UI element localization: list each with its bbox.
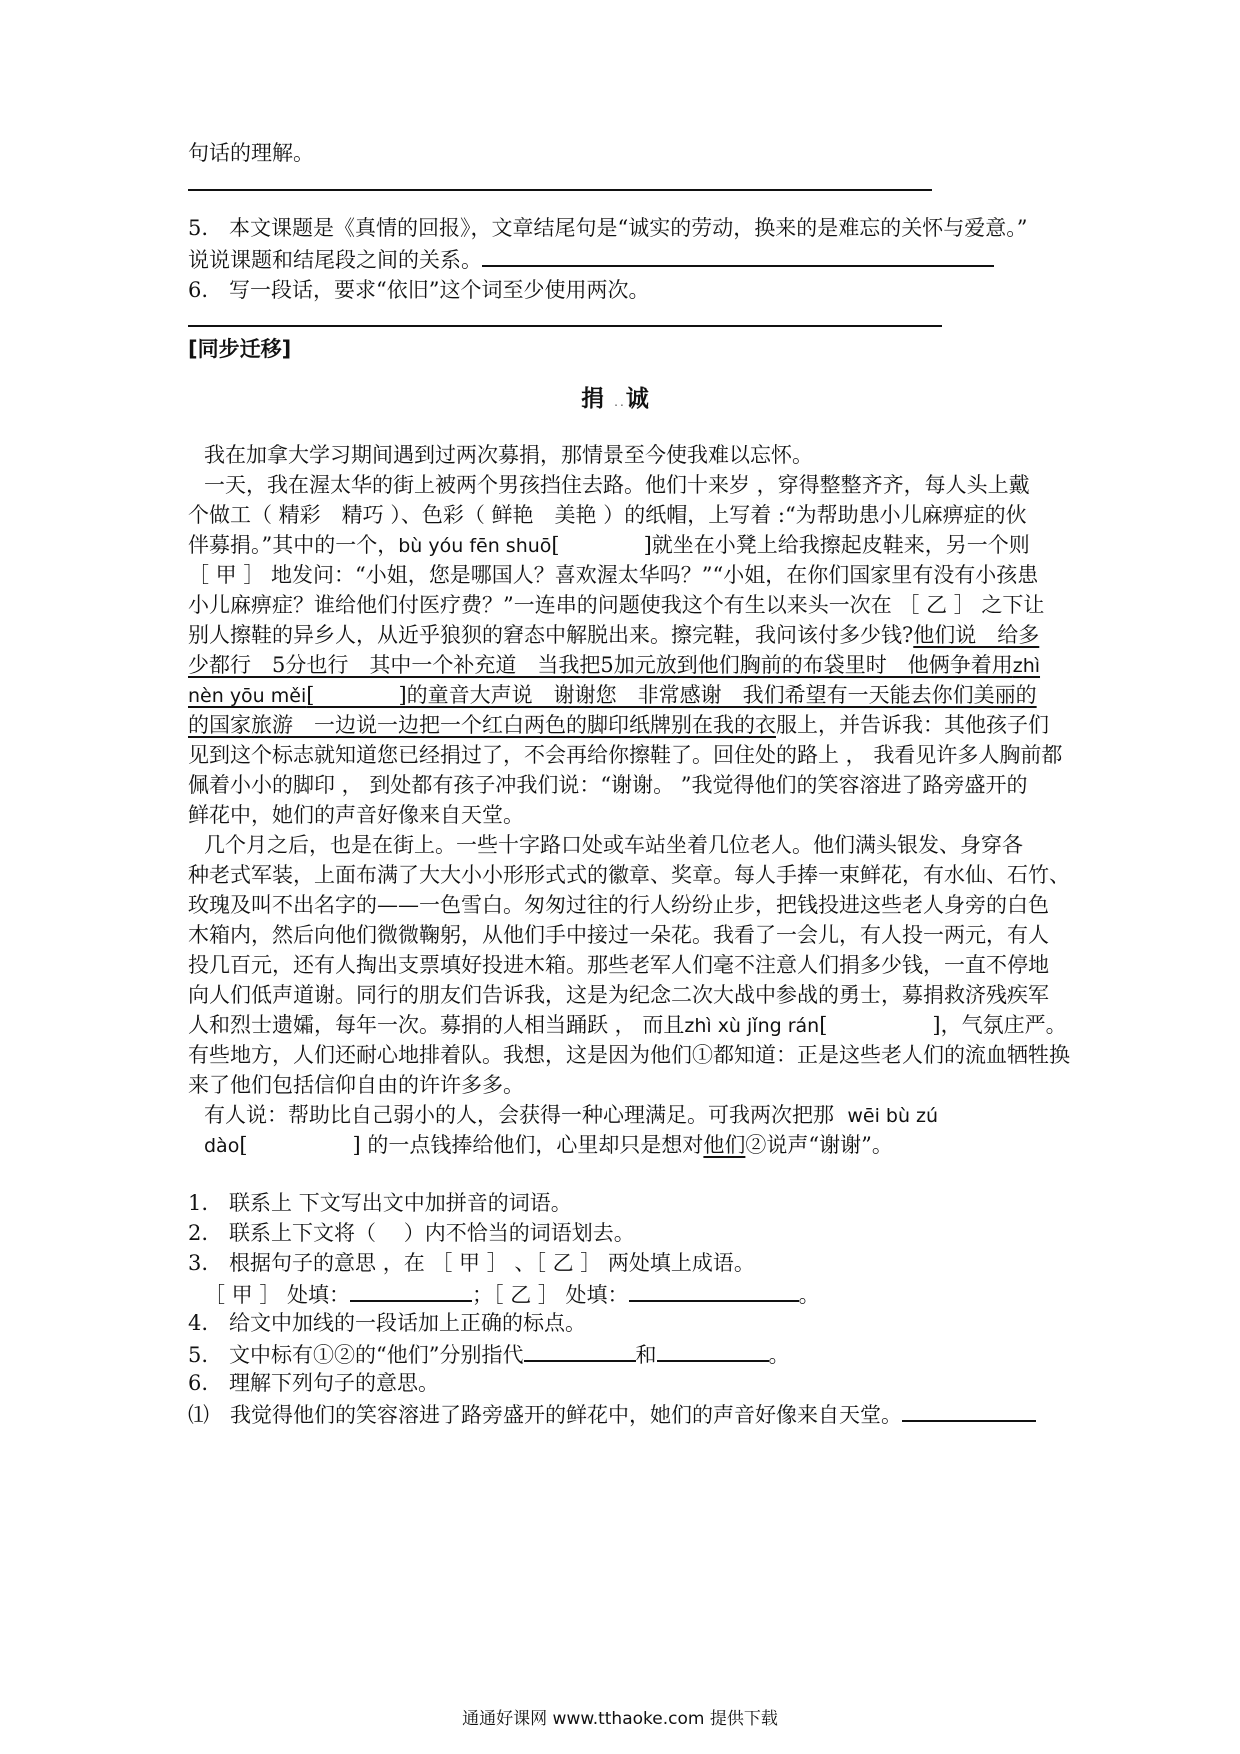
answer-blank-jia — [350, 1278, 472, 1302]
paragraph-line: 投几百元，还有人掏出支票填好投进木箱。那些老军人们毫不注意人们捐多少钱，一直不停地 — [188, 953, 1049, 977]
question-4: 4. 给文中加线的一段话加上正确的标点。 — [188, 1311, 587, 1335]
answer-blank-2 — [657, 1338, 769, 1362]
pinyin: zhì xù jǐng rán — [684, 1015, 820, 1037]
paragraph-line — [204, 1100, 1076, 1131]
paragraph-line — [204, 1130, 1076, 1161]
paragraph-line: 几个月之后，也是在街上。一些十字路口处或车站坐着几位老人。他们满头银发、身穿各 — [204, 833, 1023, 857]
paragraph-line: 向人们低声道谢。同行的朋友们告诉我，这是为纪念二次大战中参战的勇士，募捐救济残疾军 — [188, 983, 1049, 1007]
title-char: 捐 — [581, 386, 615, 412]
question-5 — [188, 1338, 1060, 1370]
question-5-cont — [188, 243, 1060, 275]
paragraph-line: 个做工（ 精彩 精巧 ）、色彩（ 鲜艳 美艳 ）的纸帽，上写着 :“为帮助患小儿麻痹症的伙 — [188, 503, 1027, 527]
answer-line — [188, 189, 932, 191]
paragraph-line: 来了他们包括信仰自由的许许多多。 — [188, 1073, 524, 1097]
title-dots: .. — [614, 395, 626, 409]
underlined-line — [188, 650, 1060, 681]
question-5-text: 5. 文中标有①②的“他们”分别指代 — [188, 1343, 524, 1367]
title-char: 诚 — [625, 386, 659, 412]
paragraph-line: 有些地方，人们还耐心地排着队。我想，这是因为他们①都知道：正是这些老人们的流血牺牲换 — [188, 1043, 1070, 1067]
pinyin: wēi bù zú — [847, 1105, 939, 1127]
paragraph-line: 一天，我在渥太华的街上被两个男孩挡住去路。他们十来岁 ，穿得整整齐齐，每人头上戴 — [204, 473, 1030, 497]
paragraph-line — [188, 710, 1060, 740]
blank-label: ［ 甲 ］ 处填： — [204, 1283, 351, 1307]
blank-label: ；［ 乙 ］ 处填： — [472, 1283, 629, 1307]
answer-line — [188, 325, 942, 327]
answer-blank — [902, 1398, 1036, 1422]
pinyin: nèn yōu měi — [188, 685, 307, 707]
paragraph-line — [188, 1010, 1067, 1041]
paragraph-line: 见到这个标志就知道您已经捐过了，不会再给你擦鞋了。回住处的路上 ， 我看见许多人胸前都 — [188, 743, 1063, 767]
paragraph-line: 佩着小小的脚印 ， 到处都有孩子冲我们说：“谢谢。 ”我觉得他们的笑容溶进了路旁盛开的 — [188, 773, 1028, 797]
text-segment: [ ]，气氛庄严。 — [819, 1013, 1067, 1037]
underlined-text: 的国家旅游 一边说一边把一个红白两色的脚印纸牌别在我的衣 — [188, 713, 776, 737]
text-segment: 别人擦鞋的异乡人，从近乎狼狈的窘态中解脱出来。擦完鞋，我问该付多少钱? — [188, 623, 914, 647]
question-3-blanks — [204, 1278, 1076, 1310]
paragraph-line — [188, 530, 1060, 561]
paragraph-line: 小儿麻痹症？谁给他们付医疗费？”一连串的问题使我这个有生以来头一次在 ［ 乙 ］ 之下让 — [188, 593, 1045, 617]
answer-blank-yi — [629, 1278, 799, 1302]
paragraph-line — [188, 620, 1060, 650]
text-segment: 有人说：帮助比自己弱小的人，会获得一种心理满足。可我两次把那 — [204, 1103, 834, 1127]
question-5: 5. 本文课题是《真情的回报》，文章结尾句是“诚实的劳动，换来的是难忘的关怀与爱意。” — [188, 216, 1028, 240]
text-segment: ②说声“谢谢”。 — [745, 1133, 893, 1157]
question-3: 3. 根据句子的意思 ，在 ［ 甲 ］ 、［ 乙 ］ 两处填上成语。 — [188, 1251, 755, 1275]
question-1: 1. 联系上 下文写出文中加拼音的词语。 — [188, 1191, 572, 1215]
underlined-text: [ ]的童音大声说 谢谢您 非常感谢 我们希望有一天能去你们美丽的 — [306, 683, 1037, 707]
underlined-text: 他们说 给多 — [913, 623, 1040, 647]
answer-blank — [482, 243, 994, 267]
text-segment: 服上，并告诉我：其他孩子们 — [776, 713, 1049, 737]
text-segment: [ ] 的一点钱捧给他们，心里却只是想对 — [239, 1133, 704, 1157]
paragraph-line: 种老式军装，上面布满了大大小小形形式式的徽章、奖章。每人手捧一束鲜花，有水仙、石竹、 — [188, 863, 1070, 887]
question-6: 6. 写一段话，要求“依旧”这个词至少使用两次。 — [188, 278, 650, 302]
text-segment: [ ]就坐在小凳上给我擦起皮鞋来，另一个则 — [551, 533, 1030, 557]
paragraph-line: 鲜花中，她们的声音好像来自天堂。 — [188, 803, 524, 827]
punctuation: 。 — [768, 1343, 790, 1367]
text-segment: 伴募捐。”其中的一个， — [188, 533, 399, 557]
paragraph-line: 木箱内，然后向他们微微鞠躬，从他们手中接过一朵花。我看了一会儿，有人投一两元，有人 — [188, 923, 1049, 947]
pinyin: zhì — [1012, 655, 1041, 677]
underlined-line — [188, 680, 1060, 711]
pinyin: dào — [204, 1135, 240, 1157]
question-2: 2. 联系上下文将（ ）内不恰当的词语划去。 — [188, 1221, 635, 1245]
underlined-text: 他们 — [703, 1133, 746, 1157]
question-6-1 — [188, 1398, 1060, 1430]
text-line: 句话的理解。 — [188, 141, 314, 165]
article-title — [0, 380, 1240, 413]
punctuation: 。 — [798, 1283, 820, 1307]
text-segment: 人和烈士遗孀，每年一次。募捐的人相当踊跃 ， 而且 — [188, 1013, 685, 1037]
answer-blank-1 — [524, 1338, 636, 1362]
paragraph-line: 我在加拿大学习期间遇到过两次募捐，那情景至今使我难以忘怀。 — [204, 443, 813, 467]
pinyin: bù yóu fēn shuō — [398, 535, 552, 557]
question-6: 6. 理解下列句子的意思。 — [188, 1371, 440, 1395]
underlined-text: 少都行 5分也行 其中一个补充道 当我把5加元放到他们胸前的布袋里时 他俩争着用 — [188, 653, 1013, 677]
page-footer: 通通好课网 www.tthaoke.com 提供下载 — [462, 1709, 778, 1729]
paragraph-line: 玫瑰及叫不出名字的——一色雪白。匆匆过往的行人纷纷止步，把钱投进这些老人身旁的白色 — [188, 893, 1049, 917]
section-heading: [同步迁移] — [188, 337, 292, 361]
paragraph-line: ［ 甲 ］ 地发问：“小姐，您是哪国人？喜欢渥太华吗？”“小姐，在你们国家里有没有小孩患 — [188, 563, 1039, 587]
question-6-1-text: ⑴ 我觉得他们的笑容溶进了路旁盛开的鲜花中，她们的声音好像来自天堂。 — [188, 1403, 902, 1427]
conjunction: 和 — [635, 1343, 657, 1367]
question-5-text: 说说课题和结尾段之间的关系。 — [188, 248, 482, 272]
